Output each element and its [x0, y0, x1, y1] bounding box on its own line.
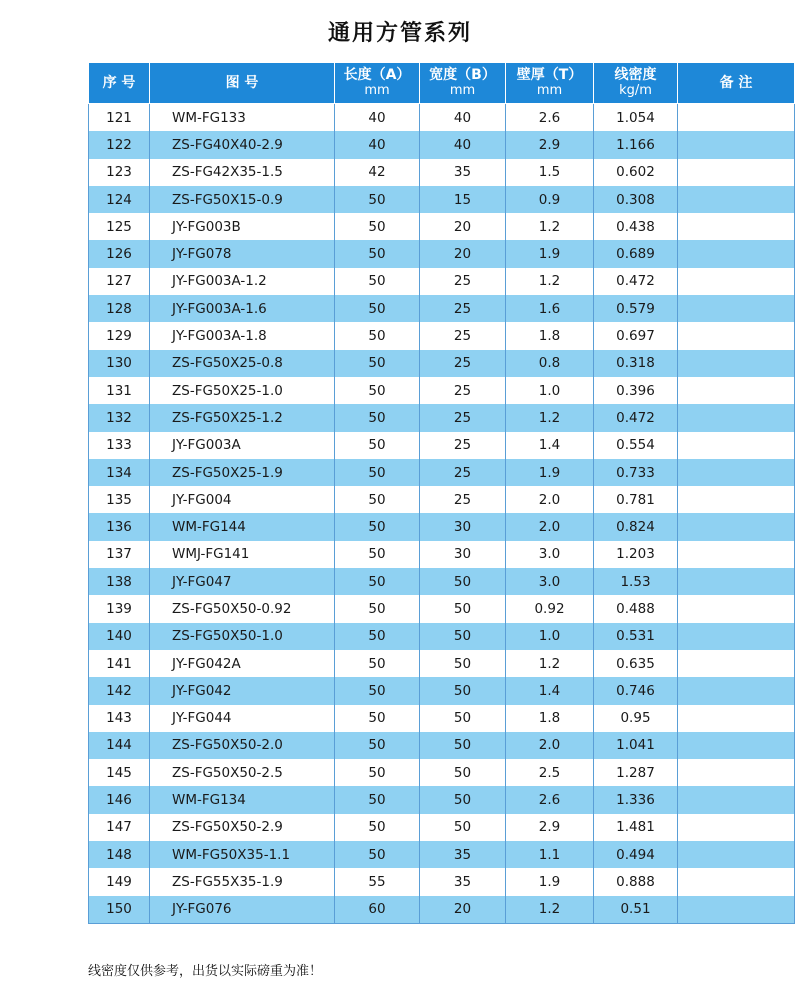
table-row: [89, 432, 795, 459]
cell-width: 50: [420, 623, 506, 650]
cell-density: 0.95: [594, 705, 678, 732]
table-row: [89, 377, 795, 404]
cell-model: ZS-FG50X25-1.2: [150, 404, 335, 431]
cell-model: JY-FG044: [150, 705, 335, 732]
cell-index: 135: [89, 486, 150, 513]
cell-model: WMJ-FG141: [150, 541, 335, 568]
cell-length: 50: [335, 568, 420, 595]
cell-length: 50: [335, 268, 420, 295]
cell-density: 0.781: [594, 486, 678, 513]
cell-width: 25: [420, 322, 506, 349]
cell-index: 123: [89, 159, 150, 186]
table-row: [89, 786, 795, 813]
cell-length: 60: [335, 896, 420, 924]
cell-width: 20: [420, 896, 506, 924]
cell-remark: [678, 186, 795, 213]
cell-density: 0.472: [594, 268, 678, 295]
table-row: [89, 677, 795, 704]
cell-density: 0.733: [594, 459, 678, 486]
cell-density: 1.336: [594, 786, 678, 813]
table-header-row: [89, 63, 795, 104]
page-title: 通用方管系列: [327, 21, 472, 46]
cell-model: ZS-FG50X25-1.9: [150, 459, 335, 486]
cell-model: JY-FG042A: [150, 650, 335, 677]
cell-length: 50: [335, 213, 420, 240]
table-row: [89, 868, 795, 895]
footnote: 线密度仅供参考，出货以实际磅重为准！: [88, 964, 323, 979]
cell-density: 0.824: [594, 513, 678, 540]
cell-length: 40: [335, 104, 420, 132]
cell-density: 1.054: [594, 104, 678, 132]
cell-width: 25: [420, 459, 506, 486]
cell-length: 40: [335, 131, 420, 158]
cell-remark: [678, 623, 795, 650]
cell-model: JY-FG003B: [150, 213, 335, 240]
cell-density: 1.53: [594, 568, 678, 595]
cell-remark: [678, 677, 795, 704]
table-row: [89, 705, 795, 732]
table-row: [89, 814, 795, 841]
cell-density: 0.308: [594, 186, 678, 213]
cell-wall: 1.1: [506, 841, 594, 868]
cell-length: 50: [335, 650, 420, 677]
cell-index: 122: [89, 131, 150, 158]
cell-length: 50: [335, 459, 420, 486]
cell-wall: 2.6: [506, 786, 594, 813]
cell-wall: 0.9: [506, 186, 594, 213]
cell-density: 1.166: [594, 131, 678, 158]
cell-wall: 1.8: [506, 705, 594, 732]
cell-width: 25: [420, 377, 506, 404]
cell-width: 50: [420, 732, 506, 759]
cell-index: 131: [89, 377, 150, 404]
header-model: 图 号: [150, 63, 335, 104]
cell-remark: [678, 513, 795, 540]
table-row: [89, 295, 795, 322]
cell-density: 1.041: [594, 732, 678, 759]
cell-wall: 2.0: [506, 513, 594, 540]
cell-wall: 1.2: [506, 268, 594, 295]
cell-width: 25: [420, 486, 506, 513]
cell-width: 50: [420, 786, 506, 813]
cell-wall: 1.4: [506, 677, 594, 704]
table-row: [89, 595, 795, 622]
table-row: [89, 513, 795, 540]
cell-wall: 1.2: [506, 213, 594, 240]
cell-wall: 1.0: [506, 623, 594, 650]
header-length: [335, 63, 420, 104]
cell-width: 50: [420, 650, 506, 677]
cell-width: 40: [420, 104, 506, 132]
table-body: [89, 104, 795, 924]
cell-width: 25: [420, 432, 506, 459]
header-remark: 备 注: [678, 63, 795, 104]
cell-density: 0.472: [594, 404, 678, 431]
cell-remark: [678, 786, 795, 813]
cell-model: WM-FG134: [150, 786, 335, 813]
cell-width: 50: [420, 568, 506, 595]
table-row: [89, 213, 795, 240]
table-row: [89, 322, 795, 349]
header-width-unit: mm: [449, 83, 476, 98]
table-row: [89, 131, 795, 158]
cell-remark: [678, 268, 795, 295]
cell-index: 146: [89, 786, 150, 813]
cell-density: 0.746: [594, 677, 678, 704]
cell-length: 55: [335, 868, 420, 895]
cell-density: 0.494: [594, 841, 678, 868]
cell-length: 50: [335, 814, 420, 841]
cell-remark: [678, 404, 795, 431]
cell-remark: [678, 595, 795, 622]
cell-model: JY-FG078: [150, 240, 335, 267]
cell-index: 139: [89, 595, 150, 622]
cell-remark: [678, 541, 795, 568]
cell-model: JY-FG047: [150, 568, 335, 595]
cell-remark: [678, 486, 795, 513]
cell-model: ZS-FG55X35-1.9: [150, 868, 335, 895]
cell-width: 35: [420, 159, 506, 186]
cell-length: 50: [335, 786, 420, 813]
cell-remark: [678, 350, 795, 377]
cell-density: 0.318: [594, 350, 678, 377]
cell-index: 121: [89, 104, 150, 132]
cell-width: 35: [420, 841, 506, 868]
cell-width: 50: [420, 677, 506, 704]
table-row: [89, 623, 795, 650]
cell-remark: [678, 814, 795, 841]
table-row: [89, 159, 795, 186]
cell-index: 128: [89, 295, 150, 322]
cell-model: ZS-FG42X35-1.5: [150, 159, 335, 186]
cell-density: 1.481: [594, 814, 678, 841]
cell-index: 148: [89, 841, 150, 868]
cell-length: 50: [335, 377, 420, 404]
table-row: [89, 459, 795, 486]
cell-wall: 1.6: [506, 295, 594, 322]
cell-wall: 2.0: [506, 486, 594, 513]
cell-density: 0.697: [594, 322, 678, 349]
cell-remark: [678, 459, 795, 486]
cell-remark: [678, 295, 795, 322]
cell-wall: 1.2: [506, 896, 594, 924]
cell-wall: 1.4: [506, 432, 594, 459]
cell-length: 50: [335, 295, 420, 322]
cell-index: 127: [89, 268, 150, 295]
header-density-label: 线密度: [614, 67, 657, 83]
cell-wall: 1.0: [506, 377, 594, 404]
cell-length: 50: [335, 404, 420, 431]
cell-model: JY-FG003A-1.8: [150, 322, 335, 349]
cell-remark: [678, 841, 795, 868]
table-row: [89, 841, 795, 868]
cell-length: 50: [335, 240, 420, 267]
cell-index: 147: [89, 814, 150, 841]
cell-density: 0.51: [594, 896, 678, 924]
cell-width: 25: [420, 350, 506, 377]
cell-wall: 3.0: [506, 568, 594, 595]
cell-length: 50: [335, 705, 420, 732]
cell-model: ZS-FG50X50-0.92: [150, 595, 335, 622]
cell-length: 50: [335, 186, 420, 213]
cell-wall: 0.92: [506, 595, 594, 622]
cell-model: WM-FG133: [150, 104, 335, 132]
cell-width: 50: [420, 759, 506, 786]
cell-width: 15: [420, 186, 506, 213]
cell-model: WM-FG50X35-1.1: [150, 841, 335, 868]
cell-model: JY-FG042: [150, 677, 335, 704]
cell-model: WM-FG144: [150, 513, 335, 540]
cell-model: JY-FG003A: [150, 432, 335, 459]
cell-wall: 1.9: [506, 868, 594, 895]
cell-width: 30: [420, 513, 506, 540]
cell-model: ZS-FG40X40-2.9: [150, 131, 335, 158]
cell-length: 42: [335, 159, 420, 186]
cell-width: 35: [420, 868, 506, 895]
cell-index: 141: [89, 650, 150, 677]
cell-index: 136: [89, 513, 150, 540]
cell-wall: 1.9: [506, 459, 594, 486]
cell-length: 50: [335, 322, 420, 349]
cell-model: JY-FG003A-1.2: [150, 268, 335, 295]
cell-model: ZS-FG50X50-2.9: [150, 814, 335, 841]
cell-remark: [678, 650, 795, 677]
header-density-unit: kg/m: [619, 83, 652, 98]
cell-model: ZS-FG50X50-1.0: [150, 623, 335, 650]
cell-remark: [678, 732, 795, 759]
header-length-label: 长度（A）: [343, 67, 411, 83]
cell-length: 50: [335, 759, 420, 786]
cell-index: 140: [89, 623, 150, 650]
cell-remark: [678, 568, 795, 595]
table-row: [89, 759, 795, 786]
cell-wall: 2.9: [506, 814, 594, 841]
header-wall: [506, 63, 594, 104]
cell-remark: [678, 759, 795, 786]
cell-remark: [678, 705, 795, 732]
cell-remark: [678, 213, 795, 240]
cell-model: ZS-FG50X50-2.0: [150, 732, 335, 759]
cell-remark: [678, 159, 795, 186]
cell-width: 50: [420, 595, 506, 622]
cell-remark: [678, 104, 795, 132]
table-row: [89, 650, 795, 677]
cell-index: 134: [89, 459, 150, 486]
cell-index: 143: [89, 705, 150, 732]
cell-width: 20: [420, 240, 506, 267]
cell-wall: 2.5: [506, 759, 594, 786]
cell-wall: 1.2: [506, 650, 594, 677]
cell-index: 130: [89, 350, 150, 377]
cell-length: 50: [335, 486, 420, 513]
cell-density: 0.488: [594, 595, 678, 622]
cell-model: ZS-FG50X25-1.0: [150, 377, 335, 404]
cell-index: 132: [89, 404, 150, 431]
cell-index: 144: [89, 732, 150, 759]
cell-length: 50: [335, 841, 420, 868]
cell-remark: [678, 432, 795, 459]
cell-index: 145: [89, 759, 150, 786]
table-row: [89, 104, 795, 132]
cell-wall: 3.0: [506, 541, 594, 568]
header-width: [420, 63, 506, 104]
cell-index: 129: [89, 322, 150, 349]
cell-remark: [678, 322, 795, 349]
header-length-unit: mm: [364, 83, 390, 98]
header-index: 序 号: [89, 63, 150, 104]
cell-model: JY-FG003A-1.6: [150, 295, 335, 322]
table-row: [89, 186, 795, 213]
table-row: [89, 896, 795, 924]
cell-width: 20: [420, 213, 506, 240]
table-row: [89, 404, 795, 431]
table-row: [89, 240, 795, 267]
header-wall-label: 壁厚（T）: [516, 67, 583, 83]
cell-remark: [678, 377, 795, 404]
cell-index: 150: [89, 896, 150, 924]
cell-index: 126: [89, 240, 150, 267]
table-row: [89, 350, 795, 377]
cell-length: 50: [335, 350, 420, 377]
cell-model: JY-FG076: [150, 896, 335, 924]
cell-density: 0.531: [594, 623, 678, 650]
cell-wall: 2.6: [506, 104, 594, 132]
cell-density: 1.287: [594, 759, 678, 786]
cell-model: JY-FG004: [150, 486, 335, 513]
cell-wall: 1.9: [506, 240, 594, 267]
cell-width: 50: [420, 814, 506, 841]
header-density: [594, 63, 678, 104]
cell-model: ZS-FG50X25-0.8: [150, 350, 335, 377]
cell-length: 50: [335, 732, 420, 759]
cell-wall: 2.9: [506, 131, 594, 158]
cell-length: 50: [335, 623, 420, 650]
cell-density: 0.888: [594, 868, 678, 895]
cell-density: 0.689: [594, 240, 678, 267]
cell-length: 50: [335, 432, 420, 459]
cell-remark: [678, 240, 795, 267]
spec-table: [88, 62, 795, 924]
cell-density: 0.554: [594, 432, 678, 459]
cell-width: 25: [420, 268, 506, 295]
cell-index: 137: [89, 541, 150, 568]
cell-density: 0.602: [594, 159, 678, 186]
table-row: [89, 732, 795, 759]
cell-wall: 1.8: [506, 322, 594, 349]
cell-model: ZS-FG50X15-0.9: [150, 186, 335, 213]
cell-index: 142: [89, 677, 150, 704]
cell-index: 138: [89, 568, 150, 595]
header-width-label: 宽度（B）: [429, 67, 496, 83]
cell-density: 0.579: [594, 295, 678, 322]
cell-density: 0.396: [594, 377, 678, 404]
cell-wall: 1.5: [506, 159, 594, 186]
cell-width: 40: [420, 131, 506, 158]
table-row: [89, 268, 795, 295]
cell-length: 50: [335, 541, 420, 568]
table-row: [89, 541, 795, 568]
cell-length: 50: [335, 677, 420, 704]
cell-length: 50: [335, 513, 420, 540]
cell-width: 50: [420, 705, 506, 732]
cell-index: 149: [89, 868, 150, 895]
cell-density: 1.203: [594, 541, 678, 568]
cell-width: 30: [420, 541, 506, 568]
cell-index: 125: [89, 213, 150, 240]
cell-remark: [678, 868, 795, 895]
cell-density: 0.635: [594, 650, 678, 677]
cell-width: 25: [420, 404, 506, 431]
cell-wall: 1.2: [506, 404, 594, 431]
table-row: [89, 486, 795, 513]
cell-remark: [678, 896, 795, 924]
cell-length: 50: [335, 595, 420, 622]
cell-index: 133: [89, 432, 150, 459]
cell-wall: 0.8: [506, 350, 594, 377]
cell-density: 0.438: [594, 213, 678, 240]
cell-wall: 2.0: [506, 732, 594, 759]
cell-remark: [678, 131, 795, 158]
cell-index: 124: [89, 186, 150, 213]
table-row: [89, 568, 795, 595]
cell-model: ZS-FG50X50-2.5: [150, 759, 335, 786]
cell-width: 25: [420, 295, 506, 322]
header-wall-unit: mm: [536, 83, 563, 98]
